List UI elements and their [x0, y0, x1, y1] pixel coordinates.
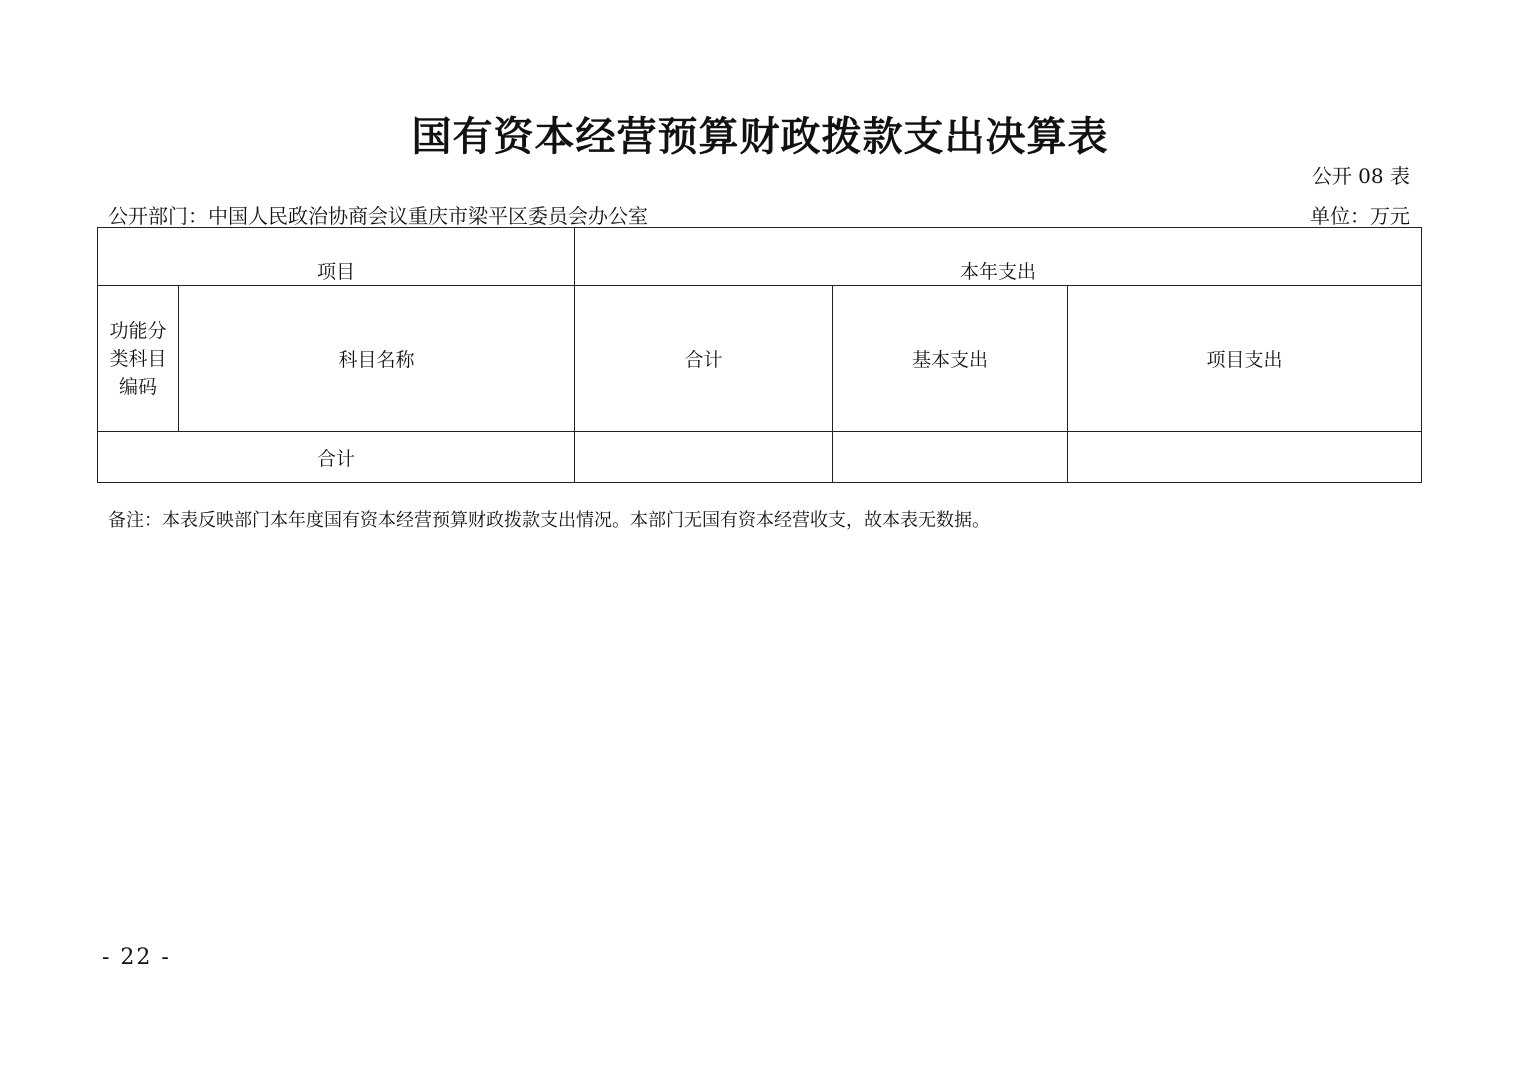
table-code: 公开 08 表 — [1311, 164, 1410, 188]
page-title: 国有资本经营预算财政拨款支出决算表 — [411, 114, 1109, 160]
header-item-cell: 项目 — [98, 228, 575, 286]
total-value-cell — [575, 432, 833, 483]
department-label: 公开部门：中国人民政治协商会议重庆市梁平区委员会办公室 — [108, 204, 648, 228]
header-code-line-3: 编码 — [118, 375, 157, 398]
header-code-line-2: 类科目 — [109, 347, 167, 370]
header-basic-cell: 基本支出 — [833, 286, 1068, 432]
header-project-cell: 项目支出 — [1068, 286, 1422, 432]
project-value-cell — [1068, 432, 1422, 483]
total-label-cell: 合计 — [98, 432, 575, 483]
table-header-row-1 — [98, 228, 1422, 286]
expenditure-table — [97, 227, 1422, 483]
table-row-total — [98, 432, 1422, 483]
header-code-cell — [98, 286, 179, 432]
header-code-line-1: 功能分 — [109, 319, 167, 342]
table-header-row-2 — [98, 286, 1422, 432]
table-note: 备注：本表反映部门本年度国有资本经营预算财政拨款支出情况。本部门无国有资本经营收支，故本表无数据。 — [108, 510, 990, 531]
page-number: - 22 - — [102, 945, 171, 970]
header-current-year-cell: 本年支出 — [575, 228, 1422, 286]
unit-label: 单位：万元 — [1310, 204, 1410, 228]
header-total-cell: 合计 — [575, 286, 833, 432]
header-name-cell: 科目名称 — [179, 286, 575, 432]
basic-value-cell — [833, 432, 1068, 483]
